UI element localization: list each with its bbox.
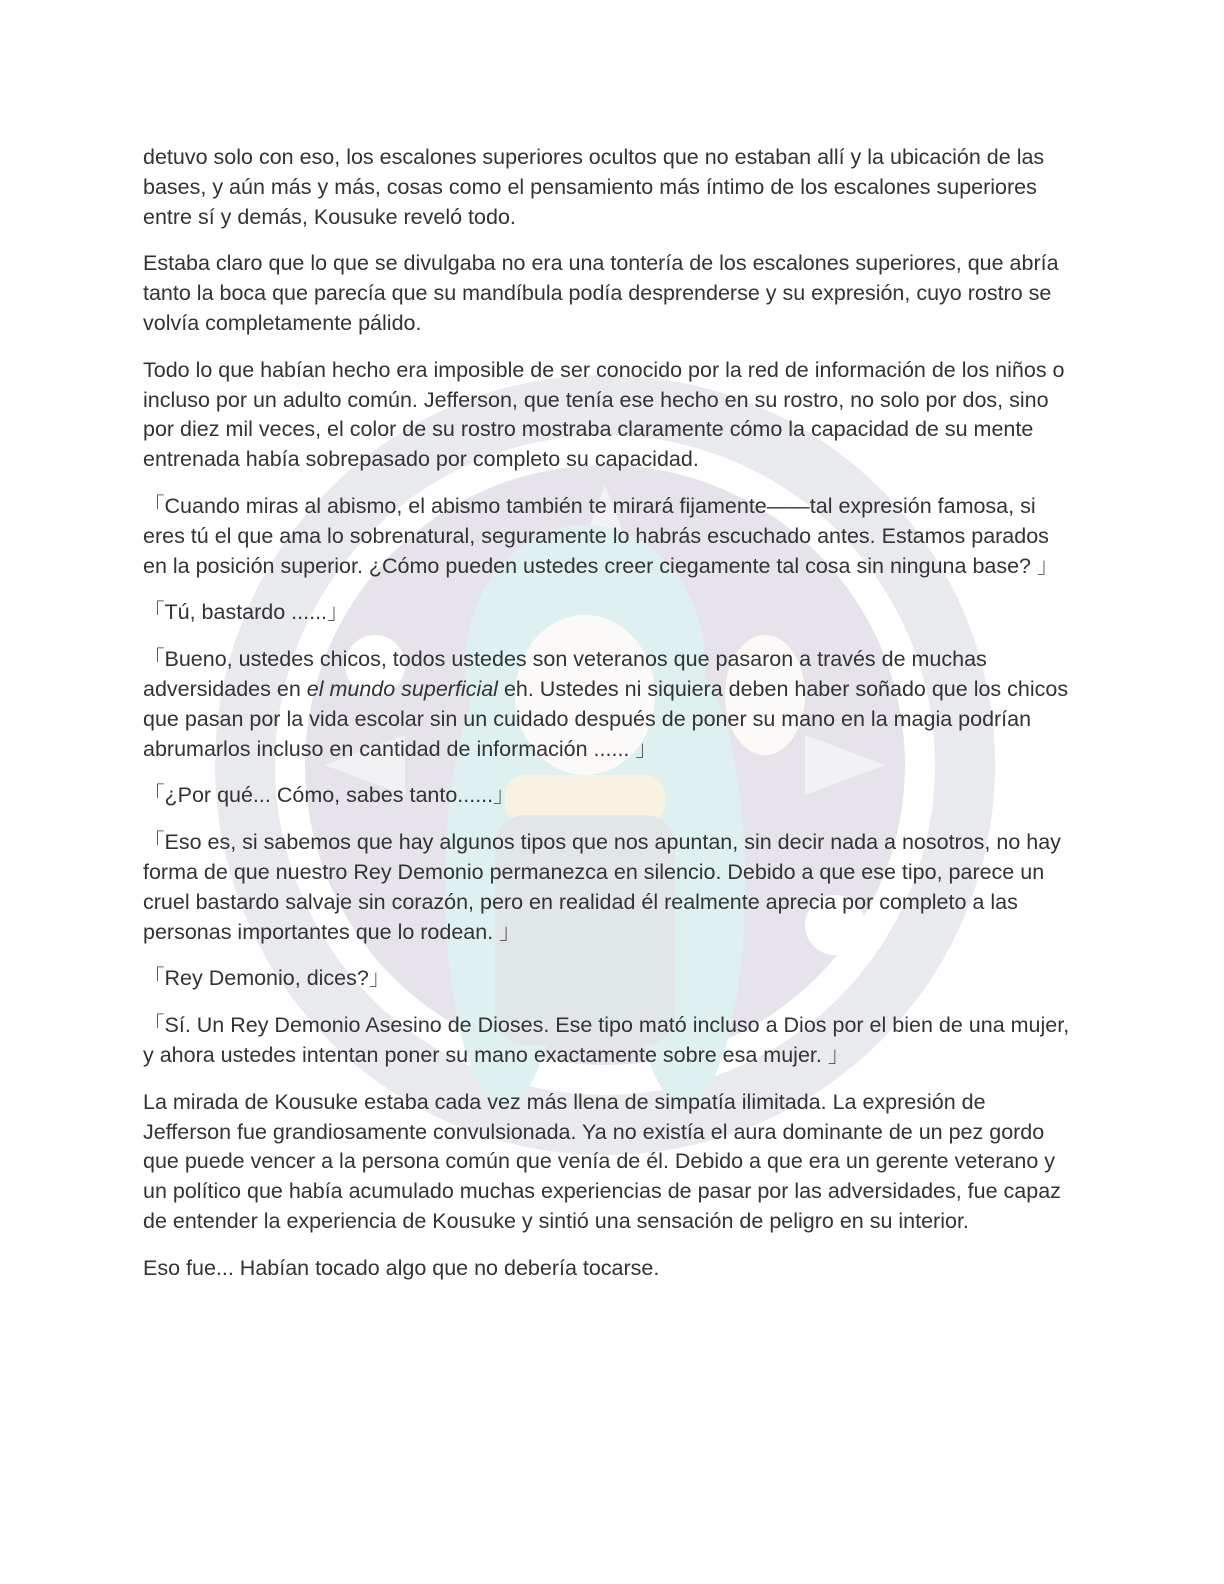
dialogue-paragraph: 「Tú, bastardo ......」 [143,600,349,625]
dialogue-paragraph: 「Rey Demonio, dices?」 [143,966,391,991]
paragraph: La mirada de Kousuke estaba cada vez más llena de simpatía ilimitada. La expresión de Jefferson fue grandiosamente convulsionada. Ya no existía el aura dominante de un pez gordo que puede vencer a la persona común que venía de él. Debido a que era un gerente veterano y un político que había acumulado muchas experiencias de pasar por las adversidades, fue capaz de entender la experiencia de Kousuke y sintió una sensación de peligro en su interior. [143,1089,1061,1233]
dialogue-paragraph: 「Cuando miras al abismo, el abismo también te mirará fijamente――tal expresión famosa, si eres tú el que ama lo sobrenatural, seguramente lo habrás escuchado antes. Estamos parados en la posición superior. ¿Cómo pueden ustedes creer ciegamente tal cosa sin ninguna base? 」 [143,493,1059,578]
dialogue-paragraph: 「¿Por qué... Cómo, sabes tanto......」 [143,783,515,808]
paragraph: Eso fue... Habían tocado algo que no debería tocarse. [143,1255,660,1280]
text-span: 「Bueno, ustedes chicos, todos ustedes son veteranos que pasaron a través de muchas adversidades en [143,647,987,701]
document-body [143,143,1078,1301]
dialogue-paragraph [143,645,1078,764]
dialogue-paragraph: 「Eso es, si sabemos que hay algunos tipos que nos apuntan, sin decir nada a nosotros, no hay forma de que nuestro Rey Demonio permanezca en silencio. Debido a que ese tipo, parece un cruel bastardo salvaje sin corazón, pero en realidad él realmente aprecia por completo a las personas importantes que lo rodean. 」 [143,830,1061,944]
paragraph: detuvo solo con eso, los escalones superiores ocultos que no estaban allí y la ubicación de las bases, y aún más y más, cosas como el pensamiento más íntimo de los escalones superiores entre sí y demás, Kousuke reveló todo. [143,145,1045,229]
paragraph: Estaba claro que lo que se divulgaba no era una tontería de los escalones superiores, que abría tanto la boca que parecía que su mandíbula podía desprenderse y su expresión, cuyo rostro se volvía completamente pálido. [143,251,1059,335]
dialogue-paragraph: 「Sí. Un Rey Demonio Asesino de Dioses. Ese tipo mató incluso a Dios por el bien de una mujer, y ahora ustedes intentan poner su mano exactamente sobre esa mujer. 」 [143,1013,1070,1067]
text-span: eh. Ustedes ni siquiera deben haber soñado que los chicos que pasan por la vida escolar sin un cuidado después de poner su mano en la magia podrían abrumarlos incluso en cantidad de información ...... 」 [143,676,1069,761]
italic-phrase: el mundo superficial [306,676,498,701]
paragraph: Todo lo que habían hecho era imposible de ser conocido por la red de información de los niños o incluso por un adulto común. Jefferson, que tenía ese hecho en su rostro, no solo por dos, sino por diez mil veces, el color de su rostro mostraba claramente cómo la capacidad de su mente entrenada había sobrepasado por completo su capacidad. [143,357,1065,472]
